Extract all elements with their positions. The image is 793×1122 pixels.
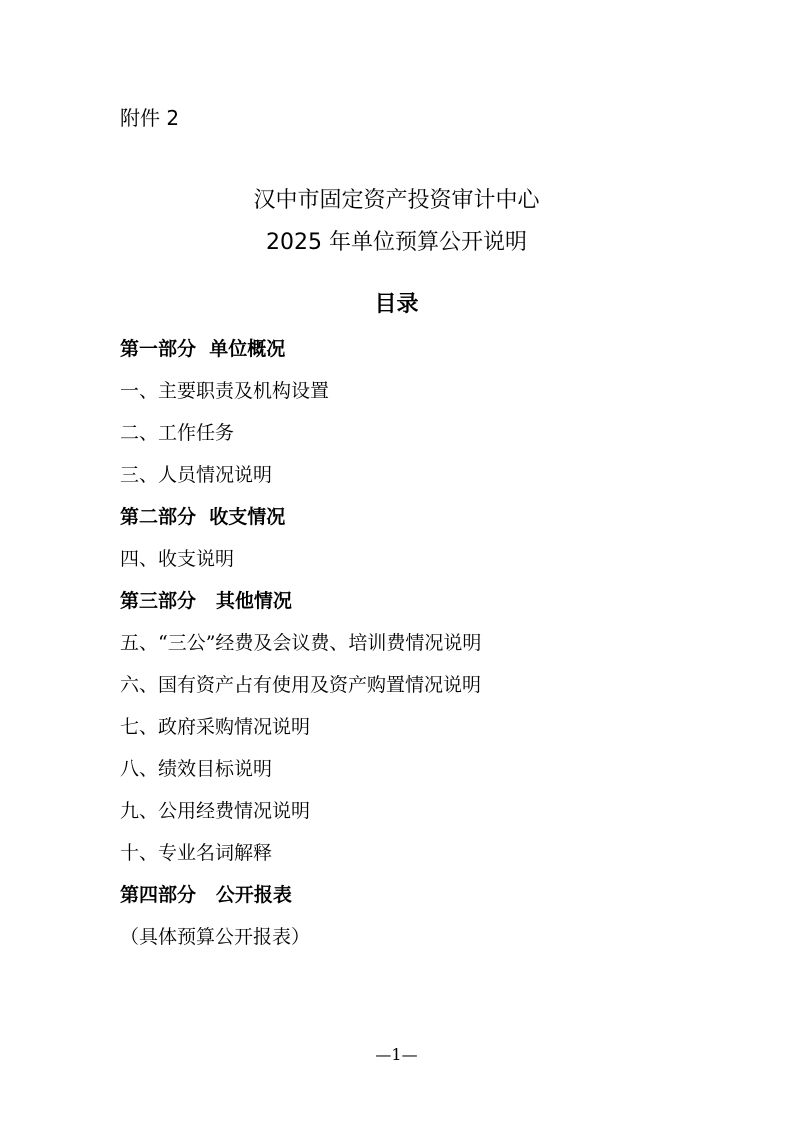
toc-item[interactable]: 五、“三公”经费及会议费、培训费情况说明 — [120, 632, 482, 654]
document-title-line2: 2025 年单位预算公开说明 — [266, 230, 527, 255]
toc-heading: 目录 — [374, 292, 419, 317]
page-number: —1— — [375, 1045, 418, 1064]
toc-item[interactable]: 八、绩效目标说明 — [120, 758, 273, 780]
toc-item[interactable]: 四、收支说明 — [120, 548, 235, 570]
toc-item[interactable]: 三、人员情况说明 — [120, 464, 273, 486]
toc-item[interactable]: 九、公用经费情况说明 — [120, 800, 311, 822]
toc-part-4[interactable]: 第四部分 公开报表 — [120, 884, 292, 906]
toc-item[interactable]: 六、国有资产占有使用及资产购置情况说明 — [120, 674, 482, 696]
annex-label: 附件 2 — [120, 106, 180, 130]
document-title-line1: 汉中市固定资产投资审计中心 — [253, 188, 540, 213]
toc-item[interactable]: 十、专业名词解释 — [120, 842, 273, 864]
toc-item[interactable]: 一、主要职责及机构设置 — [120, 380, 330, 402]
toc-item[interactable]: 二、工作任务 — [120, 422, 235, 444]
table-of-contents — [120, 334, 740, 964]
toc-part-3[interactable]: 第三部分 其他情况 — [120, 590, 292, 612]
toc-part-2[interactable]: 第二部分 收支情况 — [120, 506, 286, 528]
toc-part-1[interactable]: 第一部分 单位概况 — [120, 338, 286, 360]
toc-item[interactable]: （具体预算公开报表） — [120, 926, 311, 948]
toc-item[interactable]: 七、政府采购情况说明 — [120, 716, 311, 738]
